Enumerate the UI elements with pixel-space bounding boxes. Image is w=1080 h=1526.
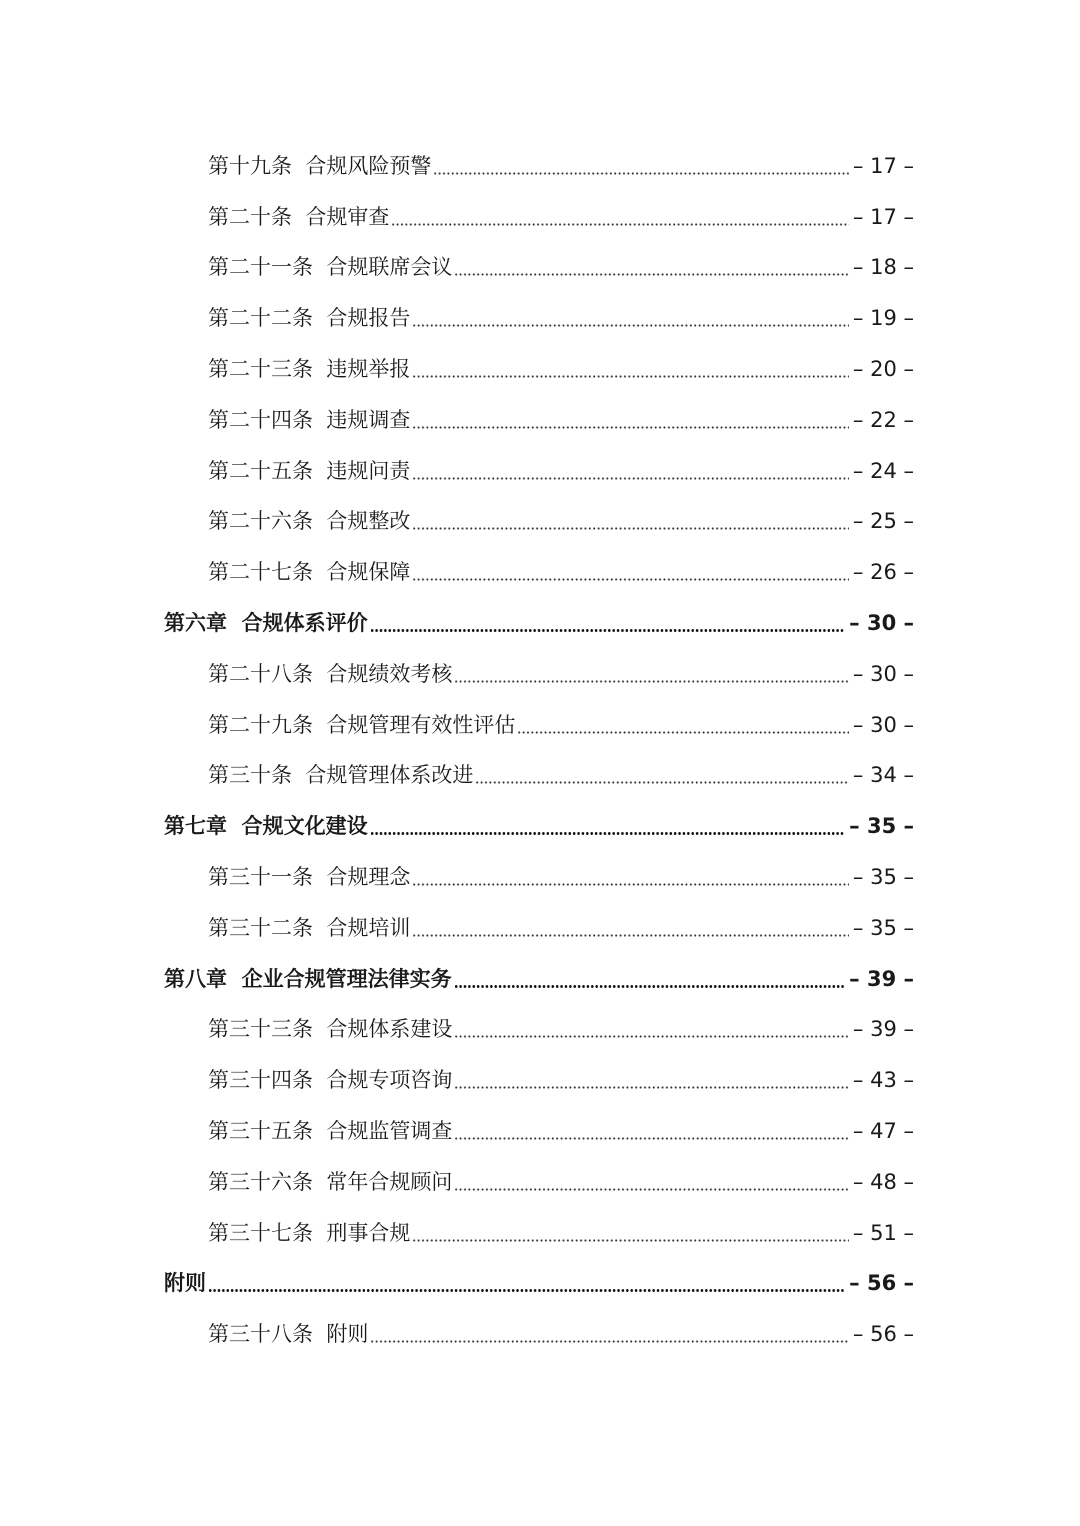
toc-entry-page: – 18 – xyxy=(852,255,914,280)
toc-entry-article-21[interactable] xyxy=(0,240,1080,291)
dot-leader xyxy=(391,223,849,226)
dot-leader xyxy=(412,477,849,480)
dot-leader xyxy=(412,375,849,378)
toc-entry-chapter-7[interactable] xyxy=(0,798,1080,849)
toc-chapter-label: 第八章 企业合规管理法律实务 xyxy=(164,966,452,991)
toc-entry-chapter-8[interactable] xyxy=(0,951,1080,1002)
toc-entry-article-19[interactable] xyxy=(0,138,1080,189)
toc-chapter-label: 第六章 合规体系评价 xyxy=(164,610,368,635)
toc-entry-label: 第三十三条 合规体系建设 xyxy=(208,1017,453,1042)
toc-entry-label: 第三十七条 刑事合规 xyxy=(208,1220,411,1245)
toc-entry-article-35[interactable] xyxy=(0,1103,1080,1154)
toc-entry-page: – 43 – xyxy=(852,1068,914,1093)
toc-entry-label: 第二十九条 合规管理有效性评估 xyxy=(208,712,516,737)
toc-entry-article-32[interactable] xyxy=(0,900,1080,951)
toc-entry-page: – 17 – xyxy=(852,204,914,229)
dot-leader xyxy=(454,1137,849,1140)
toc-entry-page: – 22 – xyxy=(852,407,914,432)
toc-entry-article-31[interactable] xyxy=(0,849,1080,900)
toc-entry-article-28[interactable] xyxy=(0,646,1080,697)
toc-chapter-page: – 35 – xyxy=(849,814,914,839)
toc-entry-label: 第二十七条 合规保障 xyxy=(208,560,411,585)
dot-leader xyxy=(412,934,849,937)
toc-entry-page: – 51 – xyxy=(852,1220,914,1245)
toc-entry-label: 第三十六条 常年合规顾问 xyxy=(208,1169,453,1194)
dot-leader xyxy=(517,731,849,734)
dot-leader xyxy=(208,1289,845,1292)
toc-entry-page: – 24 – xyxy=(852,458,914,483)
toc-entry-label: 第二十条 合规审查 xyxy=(208,204,390,229)
dot-leader xyxy=(475,781,849,784)
dot-leader xyxy=(433,172,849,175)
toc-entry-page: – 25 – xyxy=(852,509,914,534)
toc-entry-label: 第二十三条 违规举报 xyxy=(208,356,411,381)
toc-entry-article-27[interactable] xyxy=(0,544,1080,595)
toc-chapter-label: 第七章 合规文化建设 xyxy=(164,814,368,839)
toc-entry-article-34[interactable] xyxy=(0,1052,1080,1103)
toc-entry-article-24[interactable] xyxy=(0,392,1080,443)
toc-entry-article-37[interactable] xyxy=(0,1205,1080,1256)
toc-entry-article-26[interactable] xyxy=(0,494,1080,545)
toc-entry-page: – 35 – xyxy=(852,864,914,889)
toc-entry-article-29[interactable] xyxy=(0,697,1080,748)
toc-entry-article-38[interactable] xyxy=(0,1306,1080,1357)
toc-entry-article-25[interactable] xyxy=(0,443,1080,494)
toc-entry-page: – 17 – xyxy=(852,153,914,178)
dot-leader xyxy=(454,1188,849,1191)
toc-entry-label: 第三十八条 附则 xyxy=(208,1322,369,1347)
toc-entry-page: – 30 – xyxy=(852,661,914,686)
dot-leader xyxy=(454,680,849,683)
toc-entry-page: – 30 – xyxy=(852,712,914,737)
toc-chapter-label: 附则 xyxy=(164,1271,206,1296)
toc-entry-article-22[interactable] xyxy=(0,290,1080,341)
toc-entry-label: 第二十六条 合规整改 xyxy=(208,509,411,534)
toc-entry-page: – 26 – xyxy=(852,560,914,585)
toc-entry-article-20[interactable] xyxy=(0,189,1080,240)
dot-leader xyxy=(454,985,846,988)
dot-leader xyxy=(454,1086,849,1089)
toc-entry-page: – 56 – xyxy=(852,1322,914,1347)
toc-entry-chapter-6[interactable] xyxy=(0,595,1080,646)
toc-entry-article-23[interactable] xyxy=(0,341,1080,392)
toc-entry-supplementary[interactable] xyxy=(0,1256,1080,1307)
dot-leader xyxy=(412,527,849,530)
toc-entry-label: 第三十五条 合规监管调查 xyxy=(208,1118,453,1143)
toc-chapter-page: – 39 – xyxy=(849,966,914,991)
table-of-contents xyxy=(0,138,1080,1357)
toc-entry-page: – 39 – xyxy=(852,1017,914,1042)
dot-leader xyxy=(454,1035,849,1038)
toc-entry-page: – 19 – xyxy=(852,306,914,331)
dot-leader xyxy=(412,883,849,886)
toc-entry-label: 第二十八条 合规绩效考核 xyxy=(208,661,453,686)
dot-leader xyxy=(412,578,849,581)
toc-entry-label: 第三十一条 合规理念 xyxy=(208,864,411,889)
toc-entry-page: – 35 – xyxy=(852,915,914,940)
toc-entry-label: 第二十四条 违规调查 xyxy=(208,407,411,432)
dot-leader xyxy=(412,1239,849,1242)
toc-entry-page: – 48 – xyxy=(852,1169,914,1194)
dot-leader xyxy=(412,324,849,327)
toc-entry-label: 第三十条 合规管理体系改进 xyxy=(208,763,474,788)
toc-entry-page: – 47 – xyxy=(852,1118,914,1143)
toc-chapter-page: – 30 – xyxy=(849,610,914,635)
dot-leader xyxy=(370,1340,849,1343)
toc-entry-page: – 20 – xyxy=(852,356,914,381)
toc-entry-label: 第三十四条 合规专项咨询 xyxy=(208,1068,453,1093)
toc-entry-label: 第二十五条 违规问责 xyxy=(208,458,411,483)
toc-chapter-page: – 56 – xyxy=(849,1271,914,1296)
toc-entry-label: 第三十二条 合规培训 xyxy=(208,915,411,940)
toc-entry-article-33[interactable] xyxy=(0,1002,1080,1053)
dot-leader xyxy=(370,629,846,632)
toc-entry-article-36[interactable] xyxy=(0,1154,1080,1205)
toc-entry-label: 第二十二条 合规报告 xyxy=(208,306,411,331)
toc-entry-page: – 34 – xyxy=(852,763,914,788)
toc-entry-article-30[interactable] xyxy=(0,748,1080,799)
dot-leader xyxy=(412,426,849,429)
toc-entry-label: 第十九条 合规风险预警 xyxy=(208,153,432,178)
dot-leader xyxy=(370,832,846,835)
toc-entry-label: 第二十一条 合规联席会议 xyxy=(208,255,453,280)
dot-leader xyxy=(454,273,849,276)
